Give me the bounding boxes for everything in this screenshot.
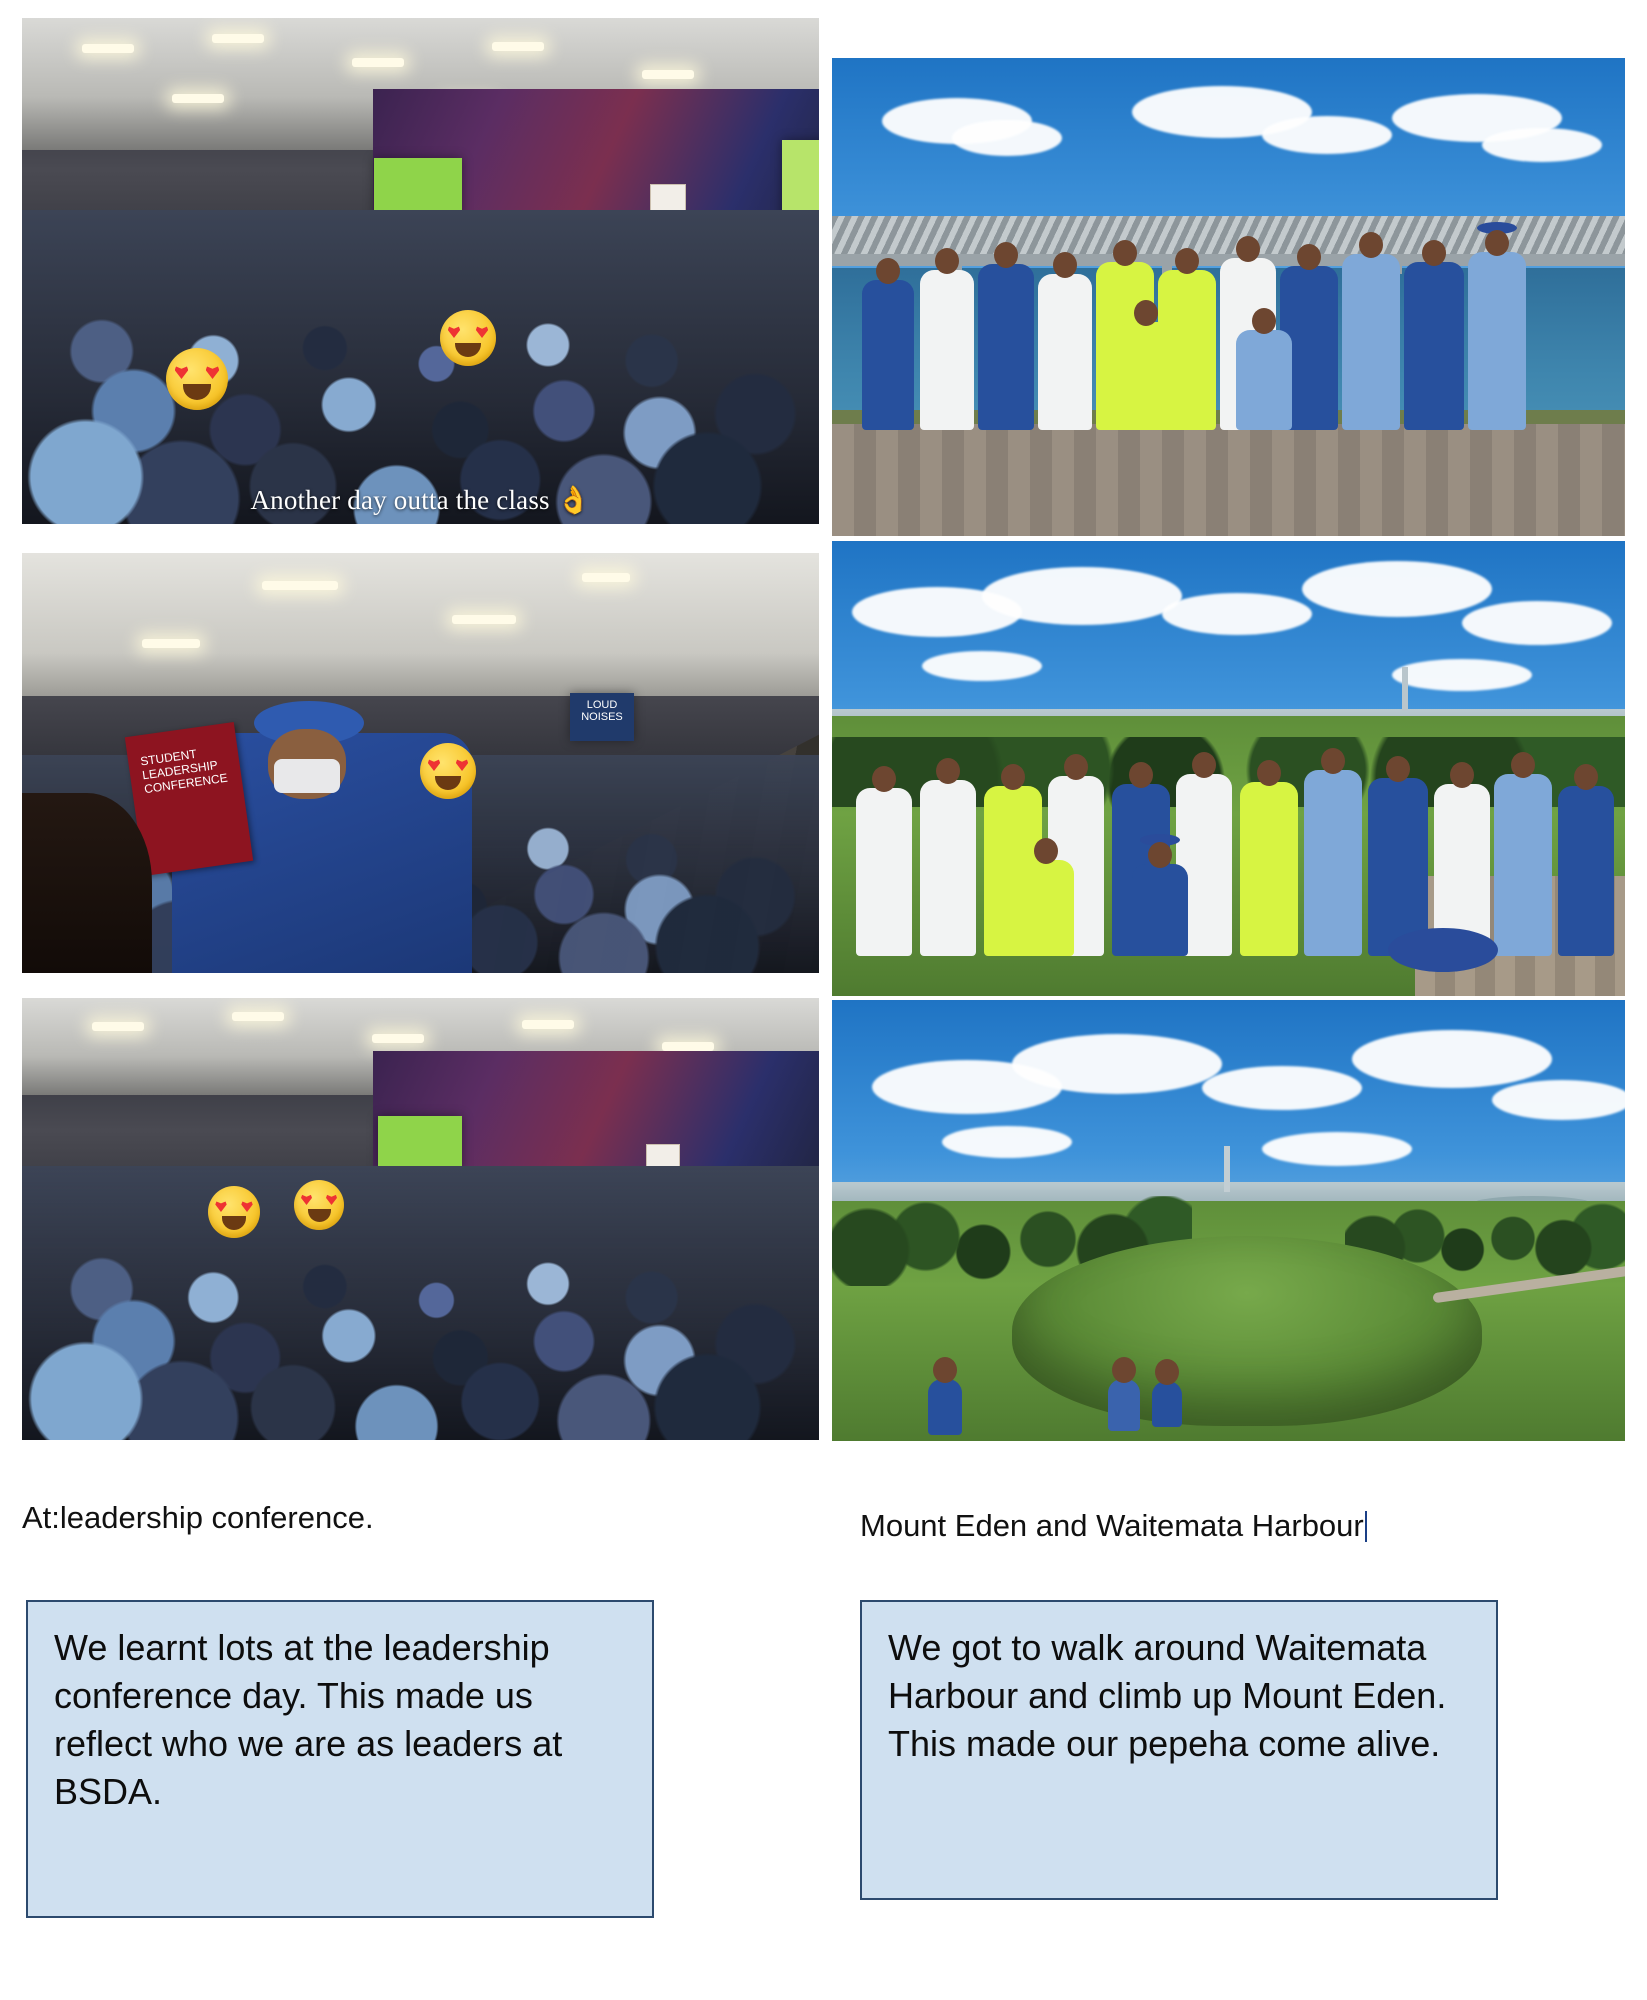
student-group [832, 756, 1625, 956]
face-mask [274, 759, 340, 793]
student-crowd [22, 1166, 819, 1440]
stage-screen-left [378, 1116, 462, 1170]
student-figure [928, 1379, 962, 1435]
blue-bucket-hat [1388, 928, 1498, 972]
foreground-hair [22, 793, 152, 973]
auditorium-scene [22, 998, 819, 1440]
conference-booklet-title: STUDENT LEADERSHIP CONFERENCE [139, 746, 229, 796]
emoji-sticker-face [294, 1180, 344, 1230]
auditorium-seats-scene [22, 553, 819, 973]
photo-leadership-conference-auditorium-wide[interactable] [22, 18, 819, 524]
volcanic-crater [1012, 1236, 1482, 1426]
boardwalk [832, 416, 1625, 536]
emoji-sticker-face [440, 310, 496, 366]
student-figure [1152, 1381, 1182, 1427]
photo-waitemata-harbour-bridge-group[interactable] [832, 58, 1625, 536]
ceiling [22, 553, 819, 696]
student-crowd [22, 210, 819, 524]
photo-mount-eden-crater-view[interactable] [832, 1000, 1625, 1441]
auditorium-scene [22, 18, 819, 524]
loud-noises-sign-text: LOUD NOISES [581, 699, 623, 724]
photo-overlay-caption: Another day outta the class 👌 [250, 485, 591, 515]
text-cursor [1365, 1511, 1367, 1542]
sky-tower [1224, 1146, 1230, 1192]
photo-mount-eden-summit-group[interactable] [832, 541, 1625, 996]
emoji-sticker-face [420, 743, 476, 799]
label-left-location: At:leadership conference. [22, 1500, 374, 1535]
sky-tower [1402, 667, 1408, 711]
label-right-text: Mount Eden and Waitemata Harbour [860, 1508, 1364, 1543]
label-right-location [860, 1508, 1367, 1544]
photo-leadership-conference-seated-students[interactable] [22, 553, 819, 973]
photo-leadership-conference-crowd[interactable] [22, 998, 819, 1440]
stage-screen-left [374, 158, 462, 216]
emoji-sticker-face [208, 1186, 260, 1238]
student-group [832, 250, 1625, 430]
emoji-sticker-face [166, 348, 228, 410]
student-figure [1108, 1379, 1140, 1431]
reflection-box-left[interactable]: We learnt lots at the leadership conference day. This made us reflect who we are as leaders at BSDA. [26, 1600, 654, 1918]
reflection-box-right[interactable]: We got to walk around Waitemata Harbour and climb up Mount Eden. This made our pepeha come alive. [860, 1600, 1498, 1900]
